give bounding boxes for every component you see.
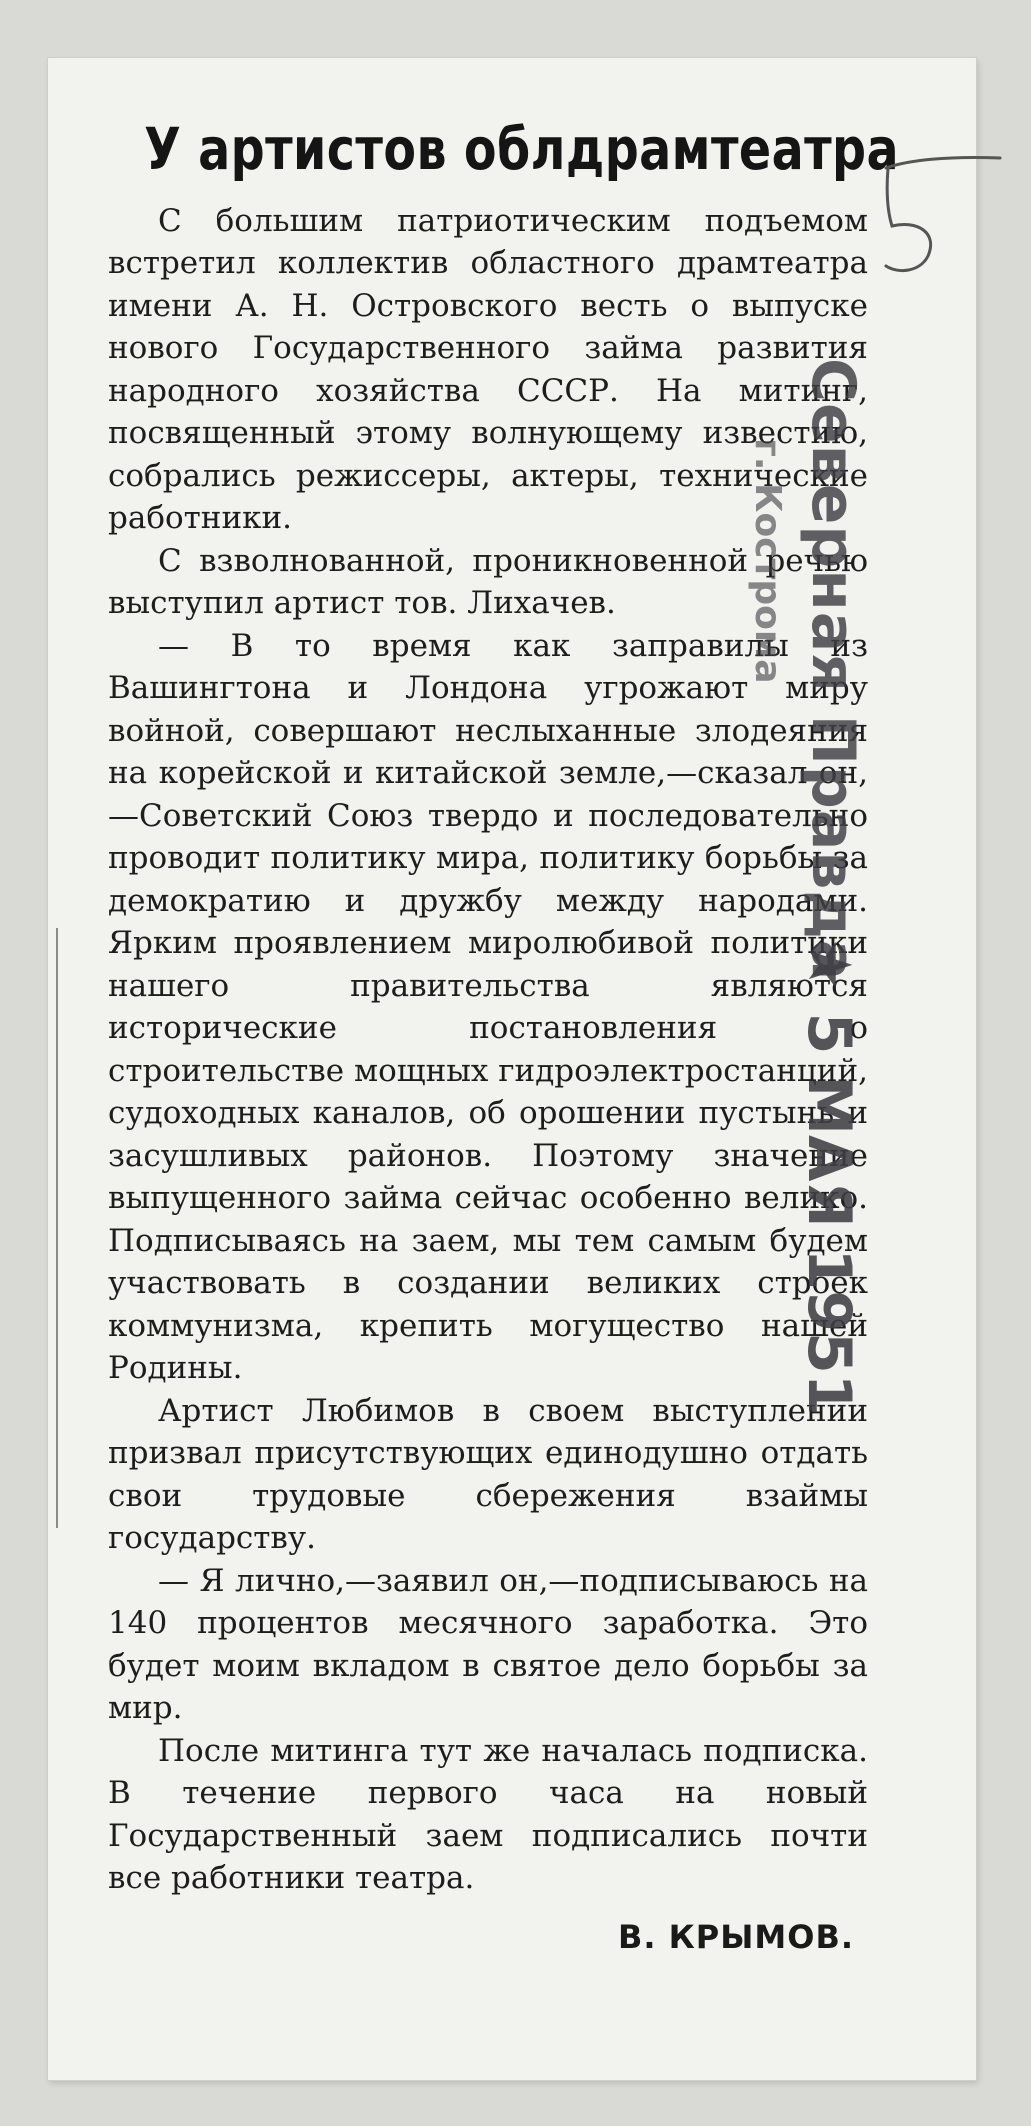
stamp-newspaper-name: Северная Правда <box>798 358 868 982</box>
article-paragraph-2: С взволнованной, проникновенной речью выступил артист тов. Лихачев. <box>108 542 868 622</box>
stamp-city: г. Кострома <box>747 438 788 684</box>
article-paragraph-3: — В то время как заправилы из Вашингтона и Лондона угрожают миру войной, совершают неслыханные злодеяния на корейской и китайской земле,—сказал он, —Советский Союз твердо и последовательно проводит политику мира, политику борьбы за демократию и дружбу между народами. Ярким проявлением миролюбивой политики нашего правительства являются исторические постановления о строительстве мощных гидроэлектростанций, судоходных каналов, об орошении пустынь и засушливых районов. Поэтому значение выпущенного займа сейчас особенно велико. Подписываясь на заем, мы тем самым будем участвовать в создании великих строек коммунизма, крепить могущество нашей Родины. <box>108 627 868 1387</box>
author-signature: В. КРЫМОВ. <box>617 1917 854 1956</box>
article <box>108 115 900 1956</box>
article-paragraph-5: — Я лично,—заявил он,—подписываюсь на 140 процентов месячного заработка. Это будет моим вкладом в святое дело борьбы за мир. <box>108 1562 868 1727</box>
article-headline: У артистов облдрамтеатра <box>144 115 900 183</box>
article-paragraph-4: Артист Любимов в своем выступлении призвал присутствующих единодушно отдать свои трудовые сбережения взаймы государству. <box>108 1392 868 1557</box>
pencil-mark-icon <box>868 138 1018 278</box>
newspaper-clipping <box>48 58 976 2080</box>
column-rule <box>56 928 58 1528</box>
article-paragraph-1: С большим патриотическим подъемом встретил коллектив областного драмтеатра имени А. Н. Островского весть о выпуске нового Государственного займа развития народного хозяйства СССР. На митинг, посвященный этому волнующему известию, собрались режиссеры, актеры, технические работники. <box>108 202 868 537</box>
article-paragraph-6: После митинга тут же началась подписка. В течение первого часа на новый Государственный заем подписались почти все работники театра. <box>108 1732 868 1897</box>
stamp-date: ★ 5 МАЯ 1951 <box>794 938 864 1416</box>
